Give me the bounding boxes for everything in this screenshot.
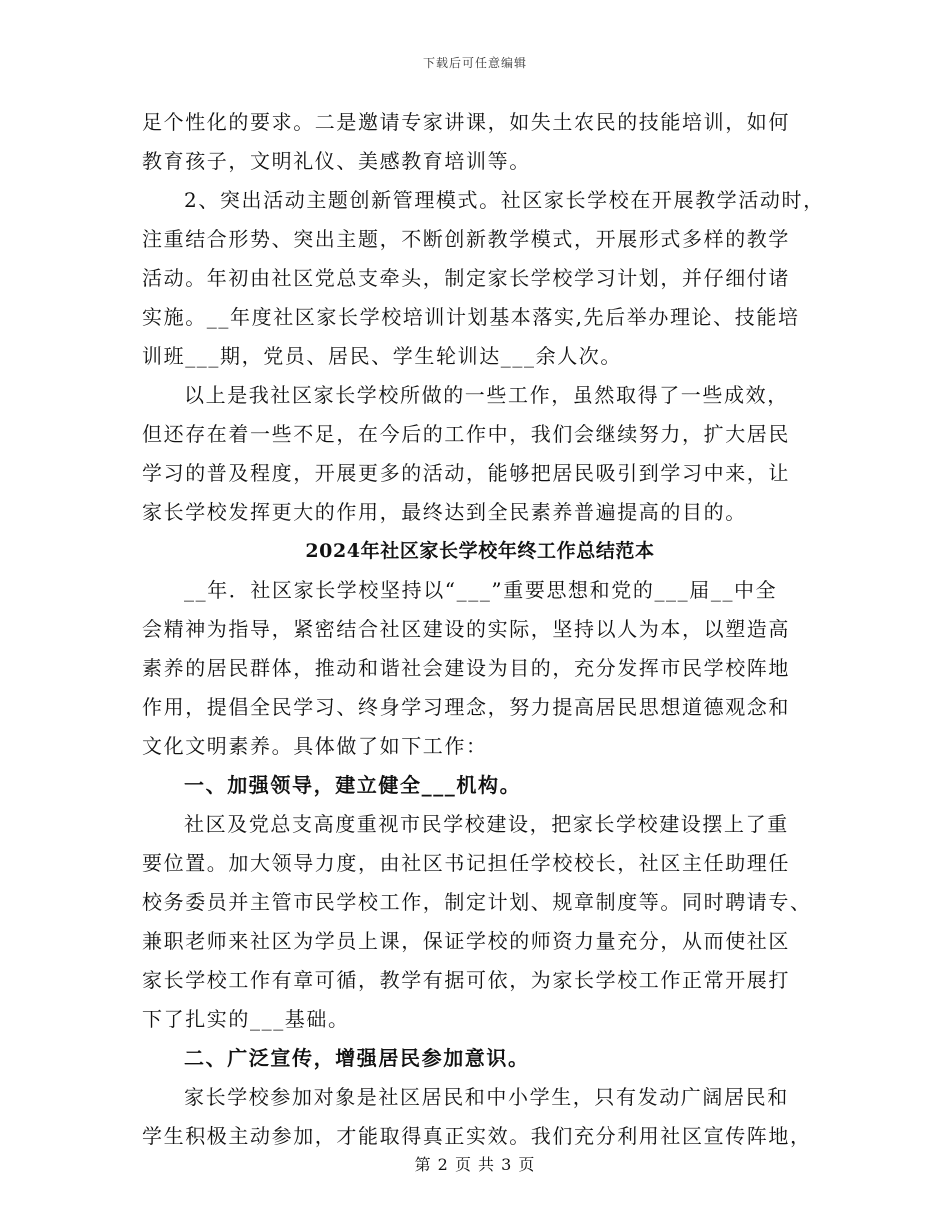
paragraph-line: 兼职老师来社区为学员上课，保证学校的师资力量充分，从而使社区 bbox=[142, 929, 790, 953]
page-number: 第 2 页 共 3 页 bbox=[414, 1155, 536, 1174]
paragraph-line: 2、突出活动主题创新管理模式。社区家长学校在开展教学活动时， bbox=[184, 188, 825, 212]
paragraph-line: 社区及党总支高度重视市民学校建设，把家长学校建设摆上了重 bbox=[184, 812, 789, 836]
paragraph-line: 但还存在着一些不足，在今后的工作中，我们会继续努力，扩大居民 bbox=[142, 422, 790, 446]
subsection-heading: 一、加强领导，建立健全___机构。 bbox=[184, 773, 522, 797]
paragraph-line: 下了扎实的___基础。 bbox=[142, 1007, 350, 1031]
paragraph-line: 实施。__年度社区家长学校培训计划基本落实,先后举办理论、技能培 bbox=[142, 305, 800, 329]
paragraph-line: 学习的普及程度，开展更多的活动，能够把居民吸引到学习中来，让 bbox=[142, 461, 790, 485]
paragraph-line: 教育孩子，文明礼仪、美感教育培训等。 bbox=[142, 149, 531, 173]
paragraph-line: 活动。年初由社区党总支牵头，制定家长学校学习计划，并仔细付诸 bbox=[142, 266, 790, 290]
paragraph-line: 学生积极主动参加，才能取得真正实效。我们充分利用社区宣传阵地， bbox=[142, 1124, 812, 1148]
paragraph-line: 足个性化的要求。二是邀请专家讲课，如失土农民的技能培训，如何 bbox=[142, 110, 790, 134]
document-body bbox=[142, 103, 825, 1156]
paragraph-line: 素养的居民群体，推动和谐社会建设为目的，充分发挥市民学校阵地 bbox=[142, 656, 790, 680]
paragraph-line: 文化文明素养。具体做了如下工作： bbox=[142, 734, 488, 758]
paragraph-line: __年．社区家长学校坚持以“___”重要思想和党的___届__中全 bbox=[184, 578, 778, 602]
paragraph-line: 训班___期，党员、居民、学生轮训达___余人次。 bbox=[142, 344, 622, 368]
paragraph-line: 校务委员并主管市民学校工作，制定计划、规章制度等。同时聘请专、 bbox=[142, 890, 812, 914]
paragraph-line: 会精神为指导，紧密结合社区建设的实际，坚持以人为本，以塑造高 bbox=[142, 617, 790, 641]
paragraph-line: 以上是我社区家长学校所做的一些工作，虽然取得了一些成效， bbox=[184, 383, 789, 407]
paragraph-line: 作用，提倡全民学习、终身学习理念，努力提高居民思想道德观念和 bbox=[142, 695, 790, 719]
paragraph-line: 要位置。加大领导力度，由社区书记担任学校校长，社区主任助理任 bbox=[142, 851, 790, 875]
subsection-heading: 二、广泛宣传，增强居民参加意识。 bbox=[184, 1046, 530, 1070]
paragraph-line: 家长学校参加对象是社区居民和中小学生，只有发动广阔居民和 bbox=[184, 1085, 789, 1109]
section-title: 2024年社区家长学校年终工作总结范本 bbox=[305, 540, 655, 562]
paragraph-line: 注重结合形势、突出主题，不断创新教学模式，开展形式多样的教学 bbox=[142, 227, 790, 251]
paragraph-line: 家长学校工作有章可循，教学有据可依，为家长学校工作正常开展打 bbox=[142, 968, 790, 992]
page-header-note: 下载后可任意编辑 bbox=[422, 56, 527, 70]
paragraph-line: 家长学校发挥更大的作用，最终达到全民素养普遍提高的目的。 bbox=[142, 500, 747, 524]
